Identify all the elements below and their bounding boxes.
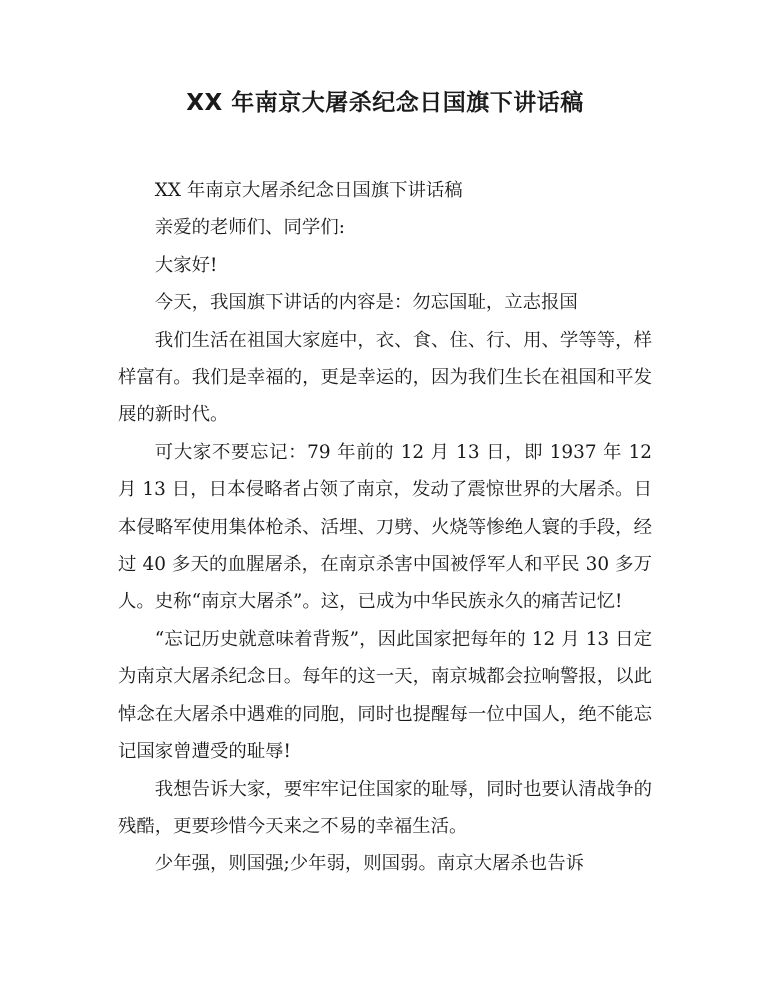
paragraph-greeting: 大家好!	[154, 254, 218, 276]
paragraph-remember: 我想告诉大家，要牢牢记住国家的耻辱，同时也要认清战争的残酷，更要珍惜今天来之不易的幸福生活。	[118, 778, 652, 837]
paragraph-greeting-audience: 亲爱的老师们、同学们:	[154, 217, 345, 239]
paragraph-happy-life: 我们生活在祖国大家庭中，衣、食、住、行、用、学等等，样样富有。我们是幸福的，更是幸运的，因为我们生长在祖国和平发展的新时代。	[118, 329, 652, 426]
document-body	[118, 172, 652, 883]
document-title: XX 年南京大屠杀纪念日国旗下讲话稿	[186, 90, 584, 116]
paragraph-title-repeat: XX 年南京大屠杀纪念日国旗下讲话稿	[154, 180, 463, 201]
paragraph-memorial-day: “忘记历史就意味着背叛”，因此国家把每年的 12 月 13 日定为南京大屠杀纪念日。每年的这一天，南京城都会拉响警报，以此悼念在大屠杀中遇难的同胞，同时也提醒每一位中国人，绝不能忘记国家曾遭受的耻辱!	[118, 628, 652, 763]
paragraph-youth: 少年强，则国强;少年弱，则国弱。南京大屠杀也告诉	[154, 853, 584, 875]
paragraph-topic: 今天，我国旗下讲话的内容是：勿忘国耻，立志报国	[154, 292, 578, 314]
paragraph-history: 可大家不要忘记：79 年前的 12 月 13 日，即 1937 年 12 月 13 日，日本侵略者占领了南京，发动了震惊世界的大屠杀。日本侵略军使用集体枪杀、活埋、刀劈、火烧等惨绝人寰的手段，经过 40 多天的血腥屠杀，在南京杀害中国被俘军人和平民 30 多万人。史称“南京大屠杀”。这，已成为中华民族永久的痛苦记忆!	[118, 441, 652, 613]
